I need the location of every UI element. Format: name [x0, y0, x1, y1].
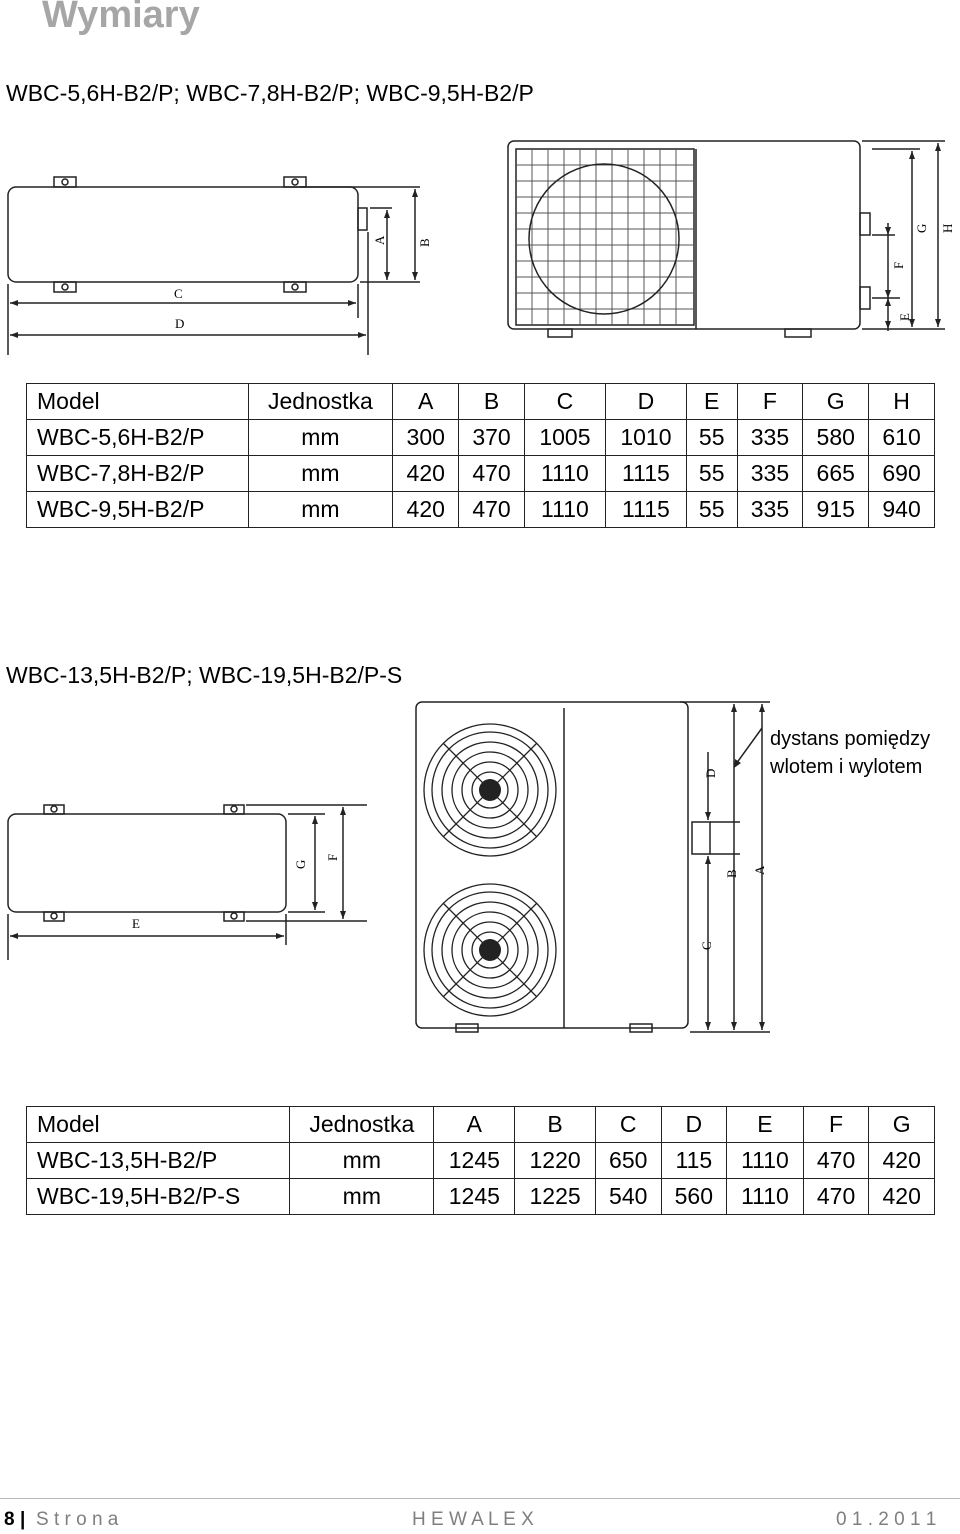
- header-cell: G: [869, 1107, 935, 1143]
- header-cell: Model: [27, 1107, 290, 1143]
- table-cell: 1220: [515, 1143, 596, 1179]
- header-cell: Model: [27, 384, 249, 420]
- brand-name: H E W A L E X: [412, 1509, 534, 1530]
- header-cell: Jednostka: [290, 1107, 434, 1143]
- table-cell: 665: [803, 456, 869, 492]
- table-cell: mm: [290, 1143, 434, 1179]
- dim-label-g: G: [293, 859, 308, 869]
- dim-label-f: F: [891, 261, 906, 269]
- header-cell: E: [727, 1107, 804, 1143]
- table-row: [27, 1143, 935, 1179]
- table-row: [27, 456, 935, 492]
- top-view-drawing-1: [0, 170, 450, 360]
- front-view-drawing-1: [500, 135, 955, 345]
- table-header-row: [27, 384, 935, 420]
- header-cell: D: [661, 1107, 727, 1143]
- table-cell: 370: [459, 420, 525, 456]
- dim-label-a: A: [372, 235, 387, 245]
- table-cell: 55: [686, 492, 737, 528]
- table-cell: mm: [290, 1179, 434, 1215]
- models-line-1: WBC-5,6H-B2/P; WBC-7,8H-B2/P; WBC-9,5H-B2/P: [6, 80, 534, 106]
- table-cell: 420: [869, 1143, 935, 1179]
- table-cell: 1110: [524, 492, 605, 528]
- dimensions-table-1: [26, 383, 935, 528]
- table-cell: 470: [803, 1143, 869, 1179]
- table-cell: WBC-5,6H-B2/P: [27, 420, 249, 456]
- table-cell: 1110: [524, 456, 605, 492]
- table-cell: 115: [661, 1143, 727, 1179]
- dimensions-table-2: [26, 1106, 935, 1215]
- table-cell: mm: [248, 420, 393, 456]
- table-header-row: [27, 1107, 935, 1143]
- header-cell: G: [803, 384, 869, 420]
- dim-label-e: E: [132, 916, 140, 931]
- dim-label-b: B: [417, 238, 432, 247]
- table-cell: 420: [393, 456, 459, 492]
- table-cell: WBC-13,5H-B2/P: [27, 1143, 290, 1179]
- table-cell: WBC-9,5H-B2/P: [27, 492, 249, 528]
- table-cell: 1245: [434, 1143, 515, 1179]
- table-cell: 1010: [605, 420, 686, 456]
- table-cell: 470: [459, 456, 525, 492]
- header-cell: C: [595, 1107, 661, 1143]
- table-cell: 940: [869, 492, 935, 528]
- dim-label-c: C: [699, 941, 714, 950]
- table-cell: 580: [803, 420, 869, 456]
- header-cell: F: [737, 384, 803, 420]
- table-cell: 470: [459, 492, 525, 528]
- table-cell: 1110: [727, 1179, 804, 1215]
- table-cell: 55: [686, 420, 737, 456]
- header-cell: A: [434, 1107, 515, 1143]
- page-number: 8: [4, 1509, 15, 1530]
- distance-note-line-2: wlotem i wylotem: [770, 756, 923, 778]
- dim-label-f: F: [325, 853, 340, 861]
- front-view-drawing-2: [410, 698, 790, 1038]
- header-cell: Jednostka: [248, 384, 393, 420]
- footer-date: 0 1 . 2 0 1 1: [836, 1509, 937, 1530]
- dim-label-e: E: [897, 313, 912, 321]
- page-footer: [0, 1498, 960, 1534]
- table-cell: 1115: [605, 492, 686, 528]
- table-cell: 55: [686, 456, 737, 492]
- header-cell: C: [524, 384, 605, 420]
- table-cell: mm: [248, 456, 393, 492]
- models-line-2: WBC-13,5H-B2/P; WBC-19,5H-B2/P-S: [6, 662, 403, 688]
- dim-label-b: B: [724, 869, 739, 878]
- table-cell: 1110: [727, 1143, 804, 1179]
- dim-label-d: D: [175, 316, 185, 331]
- page-title: Wymiary: [42, 0, 200, 36]
- dim-label-g: G: [914, 223, 929, 233]
- table-cell: 470: [803, 1179, 869, 1215]
- footer-separator: |: [20, 1509, 26, 1530]
- table-cell: 690: [869, 456, 935, 492]
- table-cell: 300: [393, 420, 459, 456]
- dim-label-h: H: [940, 223, 955, 233]
- table-cell: 335: [737, 456, 803, 492]
- dim-label-d: D: [703, 768, 718, 778]
- table-cell: WBC-7,8H-B2/P: [27, 456, 249, 492]
- header-cell: D: [605, 384, 686, 420]
- header-cell: B: [515, 1107, 596, 1143]
- header-cell: F: [803, 1107, 869, 1143]
- table-row: [27, 492, 935, 528]
- table-cell: 1115: [605, 456, 686, 492]
- table-cell: 420: [393, 492, 459, 528]
- dim-label-c: C: [174, 286, 183, 301]
- table-cell: 335: [737, 420, 803, 456]
- header-cell: E: [686, 384, 737, 420]
- table-cell: 420: [869, 1179, 935, 1215]
- table-cell: 540: [595, 1179, 661, 1215]
- table-cell: 1225: [515, 1179, 596, 1215]
- table-cell: WBC-19,5H-B2/P-S: [27, 1179, 290, 1215]
- header-cell: H: [869, 384, 935, 420]
- table-cell: 610: [869, 420, 935, 456]
- table-row: [27, 420, 935, 456]
- header-cell: A: [393, 384, 459, 420]
- dim-label-a: A: [752, 865, 767, 875]
- table-cell: mm: [248, 492, 393, 528]
- table-cell: 1245: [434, 1179, 515, 1215]
- table-cell: 1005: [524, 420, 605, 456]
- page-word: S t r o n a: [36, 1509, 119, 1530]
- table-cell: 335: [737, 492, 803, 528]
- table-cell: 650: [595, 1143, 661, 1179]
- table-cell: 915: [803, 492, 869, 528]
- header-cell: B: [459, 384, 525, 420]
- table-cell: 560: [661, 1179, 727, 1215]
- top-view-drawing-2: [0, 795, 380, 970]
- table-row: [27, 1179, 935, 1215]
- distance-note-line-1: dystans pomiędzy: [770, 728, 931, 750]
